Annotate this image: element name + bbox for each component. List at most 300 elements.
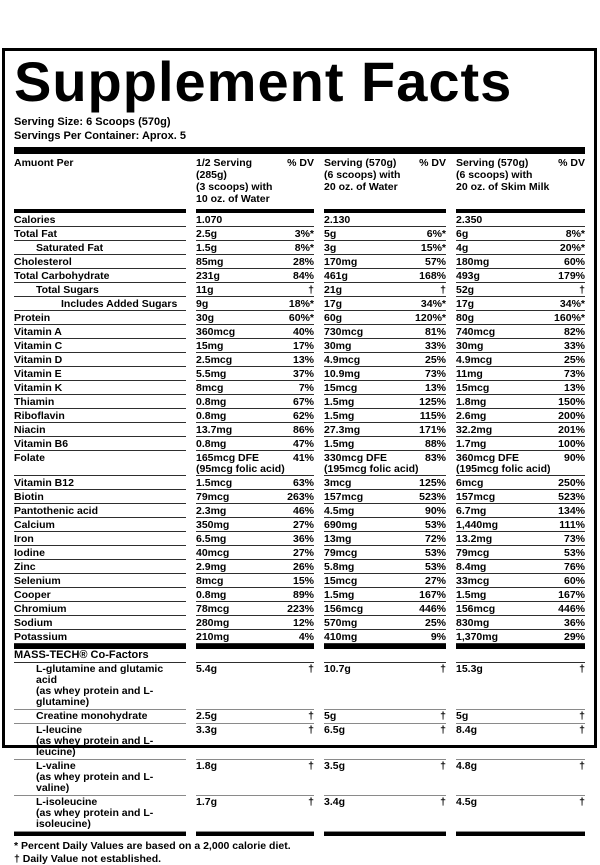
amount-value: 1.5mg [324, 590, 354, 601]
nutrient-value-cell [456, 283, 585, 297]
nutrient-name: Vitamin A [14, 325, 186, 339]
amount [324, 369, 360, 380]
nutrient-value-cell [456, 616, 585, 630]
cofactor-value-cell [324, 710, 446, 724]
amount-subvalue: (195mcg folic acid) [456, 464, 551, 475]
daily-value: 171% [415, 425, 446, 436]
nutrient-value-cell [324, 451, 446, 476]
column-header-2 [324, 154, 446, 213]
column-header-1 [196, 154, 314, 213]
amount-value: 9g [196, 299, 208, 310]
amount [196, 355, 232, 366]
amount-value: 3.5g [324, 761, 345, 772]
amount [456, 327, 495, 338]
amount [324, 271, 348, 282]
amount [456, 604, 495, 615]
nutrient-value-cell [324, 532, 446, 546]
daily-value: 37% [289, 369, 314, 380]
amount-per-header: Amuont Per [14, 154, 186, 213]
amount [456, 520, 498, 531]
daily-value: 86% [289, 425, 314, 436]
nutrient-value-cell [196, 227, 314, 241]
amount [456, 257, 489, 268]
daily-value: 83% [421, 453, 446, 464]
amount [196, 506, 226, 517]
daily-value: 523% [415, 492, 446, 503]
amount [324, 453, 419, 475]
amount-value: 13mg [324, 534, 351, 545]
nutrient-value-cell [456, 311, 585, 325]
cofactor-value-cell [324, 796, 446, 832]
cofactor-value-cell [324, 724, 446, 760]
nutrient-value-cell [456, 353, 585, 367]
daily-value: 33% [560, 341, 585, 352]
amount [456, 243, 468, 254]
section-divider-bar [456, 832, 585, 837]
amount-value: 1,370mg [456, 632, 498, 643]
daily-value: 63% [289, 478, 314, 489]
cofactor-value-cell [196, 724, 314, 760]
daily-value: 15%* [417, 243, 446, 254]
daily-value: † [575, 797, 585, 808]
amount-value: 1.7mg [456, 439, 486, 450]
amount-value: 33mcg [456, 576, 489, 587]
amount [324, 243, 336, 254]
amount-value: 157mcg [324, 492, 363, 503]
daily-value: 73% [421, 369, 446, 380]
daily-value: 29% [560, 632, 585, 643]
amount-value: 1.5mcg [196, 478, 232, 489]
amount-value: 2.350 [456, 215, 482, 226]
amount [456, 562, 486, 573]
nutrient-value-cell [324, 325, 446, 339]
nutrient-name: Niacin [14, 423, 186, 437]
amount-value: 210mg [196, 632, 229, 643]
daily-value: 15% [289, 576, 314, 587]
nutrient-value-cell [324, 490, 446, 504]
nutrient-value-cell [196, 602, 314, 616]
amount [196, 548, 229, 559]
cofactor-value-cell [196, 760, 314, 796]
amount [324, 562, 354, 573]
daily-value: 36% [560, 618, 585, 629]
amount-value: 5g [324, 229, 336, 240]
amount [456, 632, 498, 643]
column-header-line: (6 scoops) with [456, 169, 549, 181]
amount-value: 4.8g [456, 761, 477, 772]
amount-value: 4.5mg [324, 506, 354, 517]
nutrient-name: Vitamin K [14, 381, 186, 395]
amount-value: 280mg [196, 618, 229, 629]
amount [456, 355, 492, 366]
daily-value: 18%* [285, 299, 314, 310]
cofactor-name [14, 710, 186, 724]
daily-value: 60%* [285, 313, 314, 324]
amount-value: 8mcg [196, 383, 223, 394]
nutrient-value-cell [456, 325, 585, 339]
nutrient-value-cell [196, 395, 314, 409]
nutrient-value-cell [196, 283, 314, 297]
amount [196, 425, 232, 436]
section-divider-bar [14, 832, 186, 837]
cofactor-name-line: L-isoleucine [36, 797, 186, 808]
amount-value: 80g [456, 313, 474, 324]
daily-value: 47% [289, 439, 314, 450]
amount [324, 618, 357, 629]
daily-value: 7% [295, 383, 314, 394]
nutrient-value-cell [196, 297, 314, 311]
amount-value: 17g [456, 299, 474, 310]
amount [196, 229, 217, 240]
amount-value: 2.5g [196, 711, 217, 722]
daily-value: 125% [415, 478, 446, 489]
nutrient-value-cell [456, 588, 585, 602]
nutrient-name: Chromium [14, 602, 186, 616]
amount-value: 1.5mg [456, 590, 486, 601]
daily-value: 53% [560, 548, 585, 559]
cofactors-heading-spacer [196, 649, 314, 663]
daily-value: 167% [415, 590, 446, 601]
daily-value: 6%* [423, 229, 446, 240]
nutrient-value-cell [196, 269, 314, 283]
daily-value: 53% [421, 548, 446, 559]
daily-value: † [436, 797, 446, 808]
amount-value: 10.7g [324, 664, 351, 675]
nutrient-name: Total Carbohydrate [14, 269, 186, 283]
nutrient-value-cell [456, 437, 585, 451]
amount [324, 590, 354, 601]
amount [196, 327, 235, 338]
amount [456, 299, 474, 310]
nutrient-value-cell [324, 381, 446, 395]
amount [456, 271, 480, 282]
daily-value: 88% [421, 439, 446, 450]
amount-value: 79mcg [324, 548, 357, 559]
daily-value: 160%* [550, 313, 585, 324]
amount-value: 5.8mg [324, 562, 354, 573]
amount [196, 618, 229, 629]
nutrient-value-cell [196, 311, 314, 325]
nutrient-value-cell [196, 213, 314, 227]
amount [456, 215, 482, 226]
amount-value: 461g [324, 271, 348, 282]
amount [456, 425, 492, 436]
amount-value: 5g [456, 711, 468, 722]
amount-value: 0.8mg [196, 439, 226, 450]
amount-value: 570mg [324, 618, 357, 629]
daily-value: 446% [415, 604, 446, 615]
nutrient-value-cell [196, 255, 314, 269]
cofactor-name [14, 760, 186, 796]
amount [196, 478, 232, 489]
servings-per-container: Servings Per Container: Aprox. 5 [14, 130, 585, 144]
daily-value: † [436, 711, 446, 722]
cofactor-name-line: L-leucine [36, 725, 186, 736]
amount-value: 6.5mg [196, 534, 226, 545]
daily-value: 81% [421, 327, 446, 338]
amount-value: 1.7g [196, 797, 217, 808]
column-header-line: (3 scoops) with [196, 181, 283, 193]
header-divider-bar [14, 147, 585, 154]
serving-size: Serving Size: 6 Scoops (570g) [14, 116, 585, 130]
amount [456, 590, 486, 601]
amount-value: 2.9mg [196, 562, 226, 573]
daily-value: 8%* [562, 229, 585, 240]
amount-value: 0.8mg [196, 411, 226, 422]
cofactor-name-sub: (as whey protein and L-glutamine) [36, 686, 186, 708]
amount-value: 1.8g [196, 761, 217, 772]
section-divider-bar [324, 832, 446, 837]
nutrient-value-cell [196, 490, 314, 504]
footnote-dagger: † Daily Value not established. [14, 853, 585, 865]
amount-value: 11g [196, 285, 214, 296]
supplement-facts-label [2, 48, 597, 748]
cofactor-name-line: L-glutamine and glutamic acid [36, 664, 186, 686]
amount [196, 243, 217, 254]
amount-value: 2.3mg [196, 506, 226, 517]
amount [324, 355, 360, 366]
column-header-line: Serving (570g) [324, 157, 400, 169]
amount-value: 0.8mg [196, 590, 226, 601]
amount-value: 180mg [456, 257, 489, 268]
daily-value: 60% [560, 257, 585, 268]
nutrient-name: Vitamin C [14, 339, 186, 353]
nutrient-value-cell [196, 630, 314, 644]
nutrient-name: Riboflavin [14, 409, 186, 423]
amount-value: 170mg [324, 257, 357, 268]
amount-value: 5.5mg [196, 369, 226, 380]
nutrient-name: Saturated Fat [14, 241, 186, 255]
section-divider-bar [196, 832, 314, 837]
footnote-percent-dv: * Percent Daily Values are based on a 2,000 calorie diet. [14, 840, 585, 853]
amount-value: 231g [196, 271, 220, 282]
amount-value: 17g [324, 299, 342, 310]
cofactor-name-sub: (as whey protein and L-leucine) [36, 736, 186, 758]
amount-value: 13.2mg [456, 534, 492, 545]
amount-value: 4g [456, 243, 468, 254]
amount-value: 30g [196, 313, 214, 324]
daily-value: 53% [421, 520, 446, 531]
amount-value: 1.5g [196, 243, 217, 254]
amount [324, 411, 354, 422]
daily-value: 12% [289, 618, 314, 629]
daily-value: 150% [554, 397, 585, 408]
nutrient-name: Protein [14, 311, 186, 325]
daily-value: 13% [289, 355, 314, 366]
nutrient-value-cell [324, 241, 446, 255]
amount-value: 410mg [324, 632, 357, 643]
amount-value: 6.7mg [456, 506, 486, 517]
nutrient-value-cell [324, 269, 446, 283]
amount-value: 15mcg [324, 383, 357, 394]
amount-value: 3.4g [324, 797, 345, 808]
daily-value: 446% [554, 604, 585, 615]
amount [324, 215, 350, 226]
daily-value: 27% [421, 576, 446, 587]
amount [324, 313, 342, 324]
amount [456, 576, 489, 587]
daily-value: 168% [415, 271, 446, 282]
daily-value: † [575, 285, 585, 296]
daily-value: 120%* [411, 313, 446, 324]
nutrient-value-cell [456, 367, 585, 381]
daily-value: 41% [289, 453, 314, 464]
nutrient-value-cell [324, 546, 446, 560]
daily-value: 28% [289, 257, 314, 268]
amount-value: 27.3mg [324, 425, 360, 436]
daily-value: 13% [421, 383, 446, 394]
daily-value: † [575, 725, 585, 736]
amount [196, 492, 229, 503]
nutrient-name: Biotin [14, 490, 186, 504]
daily-value: † [436, 761, 446, 772]
amount [456, 341, 483, 352]
nutrient-value-cell [196, 241, 314, 255]
cofactor-name-sub: (as whey protein and L-valine) [36, 772, 186, 794]
nutrient-value-cell [456, 381, 585, 395]
cofactor-value-cell [456, 796, 585, 832]
amount-value: 5g [324, 711, 336, 722]
column-header-lines [456, 157, 549, 193]
amount [324, 604, 363, 615]
amount [324, 285, 342, 296]
nutrient-value-cell [324, 588, 446, 602]
amount-value: 330mcg DFE [324, 453, 419, 464]
nutrient-name: Folate [14, 451, 186, 476]
nutrient-name: Zinc [14, 560, 186, 574]
amount-value: 85mg [196, 257, 223, 268]
nutrient-value-cell [456, 255, 585, 269]
nutrient-value-cell [324, 560, 446, 574]
amount-value: 156mcg [456, 604, 495, 615]
amount [196, 313, 214, 324]
nutrient-name: Total Sugars [14, 283, 186, 297]
daily-value: 111% [555, 520, 585, 531]
nutrient-name: Total Fat [14, 227, 186, 241]
nutrient-value-cell [456, 451, 585, 476]
daily-value: 34%* [556, 299, 585, 310]
amount-value: 830mg [456, 618, 489, 629]
amount-value: 79mcg [196, 492, 229, 503]
nutrient-value-cell [456, 574, 585, 588]
daily-value: 100% [554, 439, 585, 450]
nutrient-value-cell [196, 339, 314, 353]
amount [456, 492, 495, 503]
amount-value: 690mg [324, 520, 357, 531]
amount-value: 730mcg [324, 327, 363, 338]
amount [456, 534, 492, 545]
amount-value: 2.130 [324, 215, 350, 226]
cofactor-value-cell [456, 663, 585, 710]
nutrient-value-cell [196, 423, 314, 437]
nutrient-value-cell [456, 518, 585, 532]
amount [456, 618, 489, 629]
amount-value: 1,440mg [456, 520, 498, 531]
amount-value: 156mcg [324, 604, 363, 615]
daily-value: 73% [560, 369, 585, 380]
amount [196, 369, 226, 380]
cofactor-name [14, 796, 186, 832]
nutrient-value-cell [196, 409, 314, 423]
amount-value: 8.4g [456, 725, 477, 736]
daily-value: 523% [554, 492, 585, 503]
amount-value: 30mg [324, 341, 351, 352]
daily-value: 125% [415, 397, 446, 408]
nutrient-value-cell [456, 476, 585, 490]
serving-info [14, 116, 585, 143]
cofactor-value-cell [196, 796, 314, 832]
amount-value: 360mcg DFE [456, 453, 551, 464]
cofactor-name-line: Creatine monohydrate [36, 711, 186, 722]
daily-value: 250% [554, 478, 585, 489]
amount [324, 548, 357, 559]
daily-value: † [575, 664, 585, 675]
nutrient-value-cell [324, 395, 446, 409]
amount [324, 632, 357, 643]
column-header-line: (6 scoops) with [324, 169, 400, 181]
daily-value: 115% [416, 411, 446, 422]
cofactor-value-cell [456, 760, 585, 796]
nutrient-name: Iodine [14, 546, 186, 560]
nutrient-value-cell [456, 213, 585, 227]
daily-value: 25% [560, 355, 585, 366]
nutrient-value-cell [196, 532, 314, 546]
nutrient-value-cell [324, 367, 446, 381]
nutrient-value-cell [196, 546, 314, 560]
cofactor-value-cell [456, 710, 585, 724]
column-header-line: 20 oz. of Skim Milk [456, 181, 549, 193]
nutrient-name: Calories [14, 213, 186, 227]
daily-value: 201% [554, 425, 585, 436]
amount [196, 257, 223, 268]
amount-value: 2.5mcg [196, 355, 232, 366]
amount [456, 453, 551, 475]
nutrient-value-cell [196, 381, 314, 395]
daily-value: 90% [560, 453, 585, 464]
amount [456, 397, 486, 408]
column-header-line: 20 oz. of Water [324, 181, 400, 193]
amount-value: 3mcg [324, 478, 351, 489]
amount [196, 411, 226, 422]
cofactor-name [14, 663, 186, 710]
daily-value: † [436, 285, 446, 296]
amount [324, 327, 363, 338]
nutrient-value-cell [324, 616, 446, 630]
daily-value: 84% [289, 271, 314, 282]
nutrient-value-cell [196, 437, 314, 451]
daily-value: 200% [554, 411, 585, 422]
column-header-lines [324, 157, 400, 193]
nutrient-value-cell [324, 602, 446, 616]
amount [196, 576, 223, 587]
nutrient-value-cell [456, 409, 585, 423]
daily-value: 25% [421, 355, 446, 366]
cofactor-name-sub: (as whey protein and L-isoleucine) [36, 808, 186, 830]
amount-value: 32.2mg [456, 425, 492, 436]
amount [324, 492, 363, 503]
nutrient-name: Calcium [14, 518, 186, 532]
amount-value: 740mcg [456, 327, 495, 338]
nutrient-value-cell [324, 574, 446, 588]
amount [196, 632, 229, 643]
amount [196, 341, 223, 352]
daily-value: 26% [289, 562, 314, 573]
nutrient-value-cell [324, 283, 446, 297]
amount [196, 285, 214, 296]
nutrient-value-cell [196, 560, 314, 574]
cofactor-name [14, 724, 186, 760]
daily-value: 72% [421, 534, 446, 545]
